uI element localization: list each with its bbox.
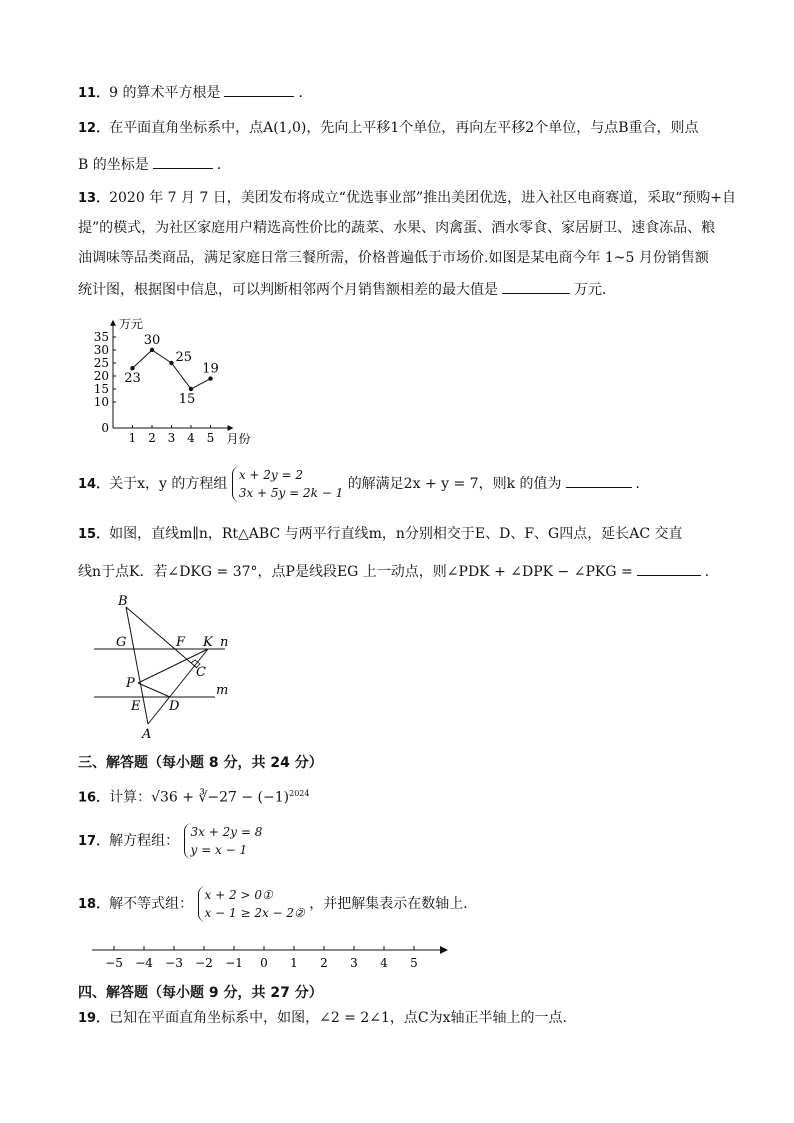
section-3-heading: 三、解答题（每小题 8 分，共 24 分）	[78, 755, 323, 771]
number-line-label: −1	[225, 956, 243, 970]
punctuation: ．	[298, 85, 313, 101]
punctuation: ．	[216, 157, 231, 173]
label-n: n	[220, 635, 229, 650]
y-tick-label: 15	[93, 382, 109, 396]
equation-2: y = x − 1	[190, 843, 248, 857]
number-line-label: 3	[350, 956, 358, 970]
number-line-label: −5	[105, 956, 123, 970]
question-12-line1	[78, 118, 699, 139]
question-19	[78, 1008, 577, 1029]
series-line	[133, 350, 211, 389]
y-tick-label: 0	[101, 421, 109, 435]
section-4-heading: 四、解答题（每小题 9 分，共 27 分）	[78, 985, 323, 1001]
segment-BC	[126, 607, 197, 668]
y-tick-label: 35	[93, 330, 109, 344]
data-label: 23	[124, 371, 141, 387]
number-line-label: 4	[380, 956, 388, 970]
label-F: F	[176, 635, 186, 650]
y-axis-arrow-icon	[110, 320, 116, 326]
question-text: 2020 年 7 月 7 日，美团发布将成立“优选事业部”推出美团优选，进入社区电商赛道，采取“预购+自	[109, 190, 736, 206]
question-15-line1	[78, 524, 683, 545]
exponent: 2024	[289, 789, 310, 798]
question-11	[78, 82, 312, 104]
question-13-line1	[78, 188, 736, 209]
answer-blank[interactable]	[502, 279, 570, 294]
data-label: 15	[178, 392, 196, 407]
data-point	[169, 361, 173, 365]
question-number: 15．	[78, 527, 110, 542]
x-tick-label: 5	[206, 431, 215, 445]
question-text: 提”的模式，为社区家庭用户精选高性价比的蔬菜、水果、肉禽蛋、酒水零食、家居厨卫、速食冻品、粮	[78, 220, 716, 236]
label-A: A	[142, 727, 152, 742]
data-point	[150, 348, 154, 352]
geometry-figure	[90, 590, 250, 742]
equation-1: 3x + 2y = 8	[190, 825, 263, 839]
question-text: 如图，直线m∥n，Rt△ABC 与两平行直线m，n分别相交于E、D、F、G四点，延长AC 交直	[109, 526, 683, 542]
data-label: 30	[143, 333, 161, 348]
x-tick-label: 1	[128, 431, 137, 445]
label-E: E	[131, 699, 141, 714]
data-point	[208, 376, 212, 380]
data-label: 25	[175, 350, 193, 365]
punctuation: ．	[635, 476, 650, 492]
inequality-system	[198, 886, 305, 922]
answer-blank[interactable]	[566, 473, 632, 488]
question-text: 油调味等品类商品，满足家庭日常三餐所需，价格普遍低于市场价.如图是某电商今年 1~5 月份销售额	[78, 250, 709, 266]
y-axis-label: 万元	[119, 316, 144, 331]
data-label: 19	[202, 361, 219, 377]
question-12-line2	[78, 154, 231, 175]
y-tick-label: 10	[93, 395, 109, 409]
question-number: 14．	[78, 477, 110, 492]
label-P: P	[126, 676, 135, 691]
x-axis-label: 月份	[226, 432, 251, 446]
question-13-line3	[78, 248, 709, 268]
number-line-label: 1	[290, 956, 298, 970]
question-text: 9 的算术平方根是	[109, 85, 221, 101]
answer-blank[interactable]	[153, 154, 213, 169]
data-point	[189, 387, 193, 391]
label-G: G	[116, 635, 127, 650]
number-line	[90, 940, 450, 972]
question-text: 线n于点K．若∠DKG = 37°，点P是线段EG 上一动点，则∠PDK + ∠DPK − ∠PKG =	[78, 564, 633, 580]
label-C: C	[196, 665, 206, 680]
question-number: 19．	[78, 1011, 110, 1026]
question-text: 的解满足2x + y = 7，则k 的值为	[347, 476, 562, 492]
x-tick-label: 4	[187, 431, 195, 445]
question-13-line2	[78, 218, 715, 238]
question-text: 统计图，根据图中信息，可以判断相邻两个月销售额相差的最大值是	[78, 282, 498, 298]
question-text: 解不等式组：	[109, 896, 194, 912]
equation-2: 3x + 5y = 2k − 1	[238, 486, 344, 500]
number-line-label: 5	[410, 956, 418, 970]
inequality-1: x + 2 > 0①	[204, 888, 273, 902]
question-text: 解方程组：	[109, 833, 180, 849]
number-line-label: 2	[320, 956, 328, 970]
answer-blank[interactable]	[637, 561, 701, 576]
question-17	[78, 823, 262, 859]
number-line-label: −3	[165, 956, 183, 970]
x-tick-label: 3	[167, 431, 176, 445]
question-number: 13．	[78, 191, 110, 206]
label-D: D	[169, 699, 180, 714]
x-axis-arrow-icon	[228, 425, 234, 431]
equation-system	[184, 823, 263, 859]
label-m: m	[216, 683, 229, 698]
question-text: 在平面直角坐标系中，点A(1,0)，先向上平移1个单位，再向左平移2个单位，与点B重合，则点	[109, 120, 699, 136]
inequality-2: x − 1 ≥ 2x − 2②	[204, 906, 305, 920]
sales-line-chart	[85, 300, 275, 450]
label-B: B	[118, 594, 128, 609]
number-line-label: −4	[135, 956, 153, 970]
question-text: 计算：√36 + ∛−27 − (−1)	[109, 789, 290, 806]
number-line-label: 0	[260, 956, 268, 970]
question-number: 17．	[78, 834, 110, 849]
question-number: 11．	[78, 86, 110, 101]
equation-1: x + 2y = 2	[238, 468, 303, 482]
question-text: ，并把解集表示在数轴上．	[309, 896, 478, 912]
question-14	[78, 466, 650, 502]
question-18	[78, 886, 477, 922]
question-number: 16．	[78, 790, 110, 806]
question-text: B 的坐标是	[78, 157, 149, 173]
label-K: K	[203, 635, 213, 650]
question-number: 18．	[78, 897, 110, 912]
question-16	[78, 784, 309, 809]
question-text: 关于x，y 的方程组	[109, 476, 228, 492]
answer-blank[interactable]	[224, 82, 294, 97]
unit-text: 万元．	[574, 282, 616, 298]
x-tick-label: 2	[148, 431, 156, 445]
number-line-label: −2	[195, 956, 213, 970]
question-number: 12．	[78, 121, 110, 136]
punctuation: ．	[704, 564, 719, 580]
question-13-line4	[78, 279, 616, 300]
y-tick-label: 25	[93, 356, 109, 370]
arrow-right-icon	[440, 946, 448, 954]
y-tick-label: 20	[93, 369, 109, 383]
question-text: 已知在平面直角坐标系中，如图，∠2 = 2∠1，点C为x轴正半轴上的一点．	[109, 1010, 577, 1026]
data-point	[130, 366, 134, 370]
question-15-line2	[78, 561, 719, 582]
equation-system	[232, 466, 343, 502]
y-tick-label: 30	[93, 343, 109, 357]
